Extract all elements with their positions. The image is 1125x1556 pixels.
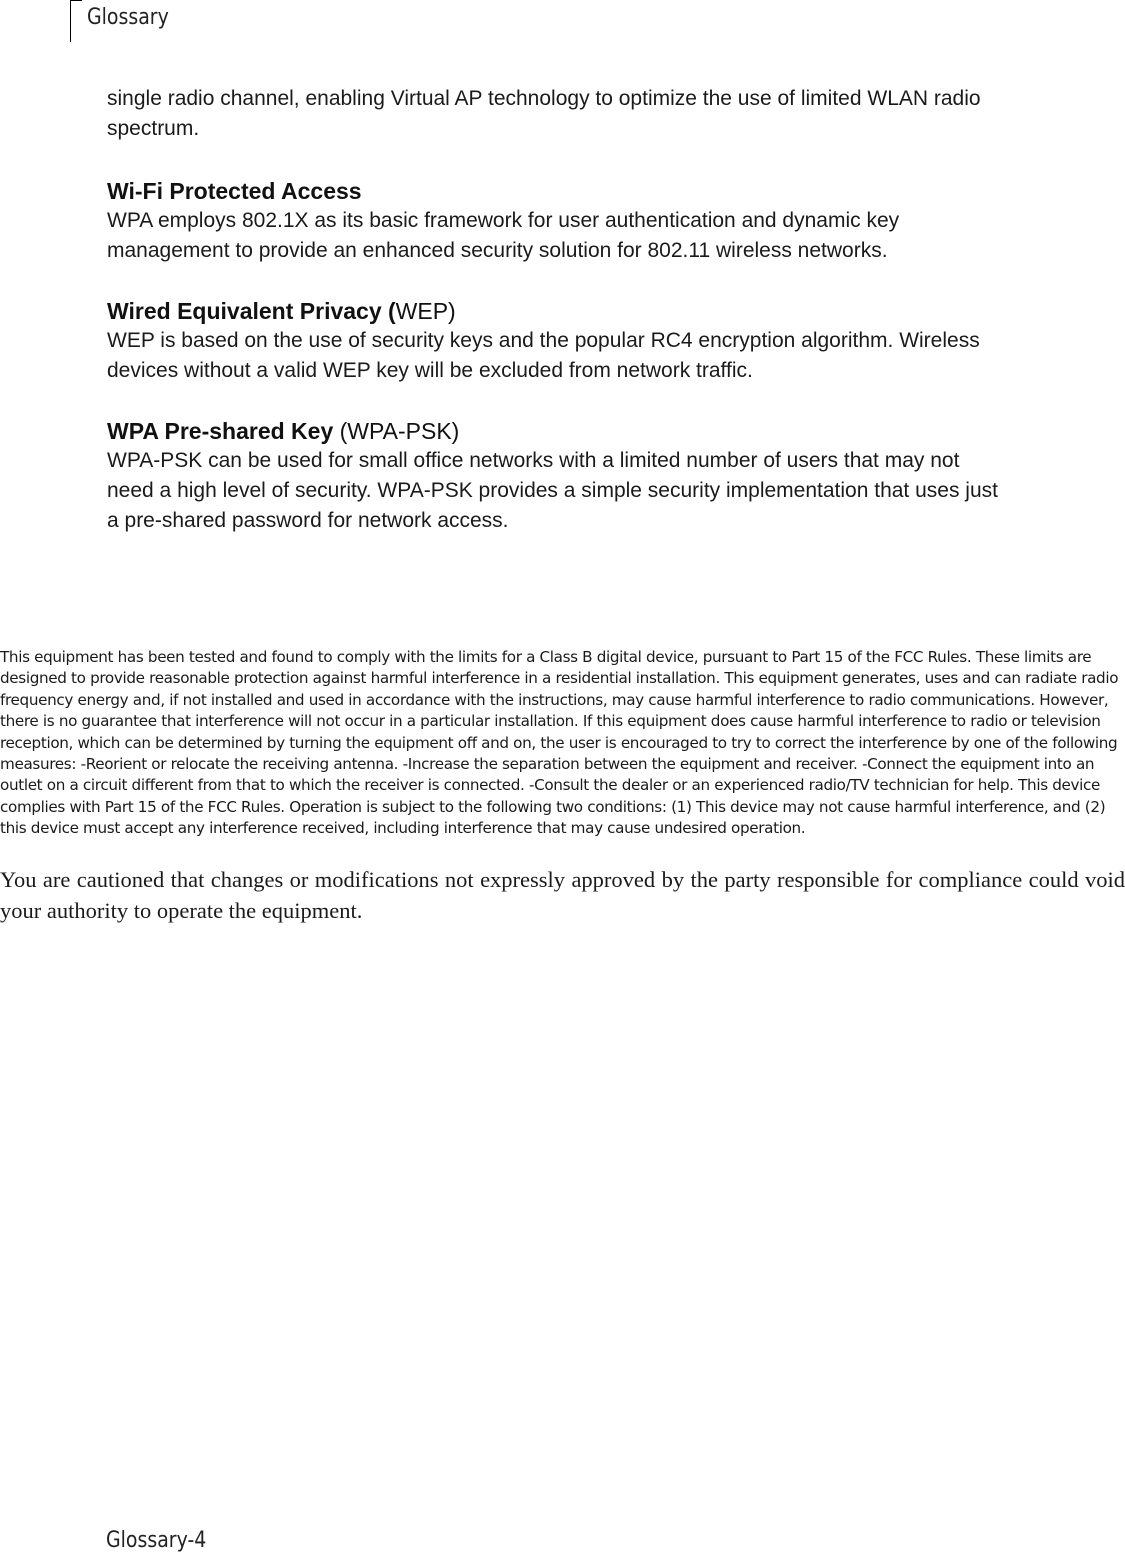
modification-caution: You are cautioned that changes or modifications not expressly approved by the party responsible for compliance could void your authority to operate the equipment.	[0, 867, 1125, 923]
term-wep-bold: Wired Equivalent Privacy (	[107, 298, 396, 324]
page-number: Glossary-4	[106, 1528, 207, 1553]
header-divider	[70, 0, 71, 42]
term-wpa-psk-bold: WPA Pre-shared Key	[107, 418, 334, 444]
term-heading-wpa-psk	[107, 416, 1007, 446]
term-heading-wpa	[107, 176, 1007, 206]
term-wep-normal: WEP)	[395, 298, 456, 324]
fcc-compliance-statement: This equipment has been tested and found to comply with the limits for a Class B digital device, pursuant to Part 15 of the FCC Rules. These limits are designed to provide reasonable protection against harmful interference in a residential installation. This equipment generates, uses and can radiate radio frequency energy and, if not installed and used in accordance with the instructions, may cause harmful interference to radio communications. However, there is no guarantee that interference will not occur in a particular installation. If this equipment does cause harmful interference to radio or television reception, which can be determined by turning the equipment off and on, the user is encouraged to try to correct the interference by one of the following measures: -Reorient or relocate the receiving antenna. -Increase the separation between the equipment and receiver. -Connect the equipment into an outlet on a circuit different from that to which the receiver is connected. -Consult the dealer or an experienced radio/TV technician for help. This device complies with Part 15 of the FCC Rules. Operation is subject to the following two conditions: (1) This device may not cause harmful interference, and (2) this device must accept any interference received, including interference that may cause undesired operation.	[0, 648, 1119, 838]
term-wpa-psk-normal: (WPA-PSK)	[333, 418, 460, 444]
definition-wpa-psk: WPA-PSK can be used for small office networks with a limited number of users that may not need a high level of security. WPA-PSK provides a simple security implementation that uses just a pre-shared password for network access.	[107, 449, 998, 532]
intro-continuation: single radio channel, enabling Virtual AP technology to optimize the use of limited WLAN radio spectrum.	[107, 87, 981, 140]
definition-wpa: WPA employs 802.1X as its basic framework for user authentication and dynamic key management to provide an enhanced security solution for 802.11 wireless networks.	[107, 209, 900, 262]
term-heading-wep	[107, 296, 1007, 326]
header-corner-rule	[70, 0, 82, 1]
glossary-content	[107, 84, 1007, 536]
running-header: Glossary	[87, 5, 169, 30]
term-wpa-bold: Wi-Fi Protected Access	[107, 178, 362, 204]
definition-wep: WEP is based on the use of security keys and the popular RC4 encryption algorithm. Wireless devices without a valid WEP key will be excluded from network traffic.	[107, 329, 980, 382]
